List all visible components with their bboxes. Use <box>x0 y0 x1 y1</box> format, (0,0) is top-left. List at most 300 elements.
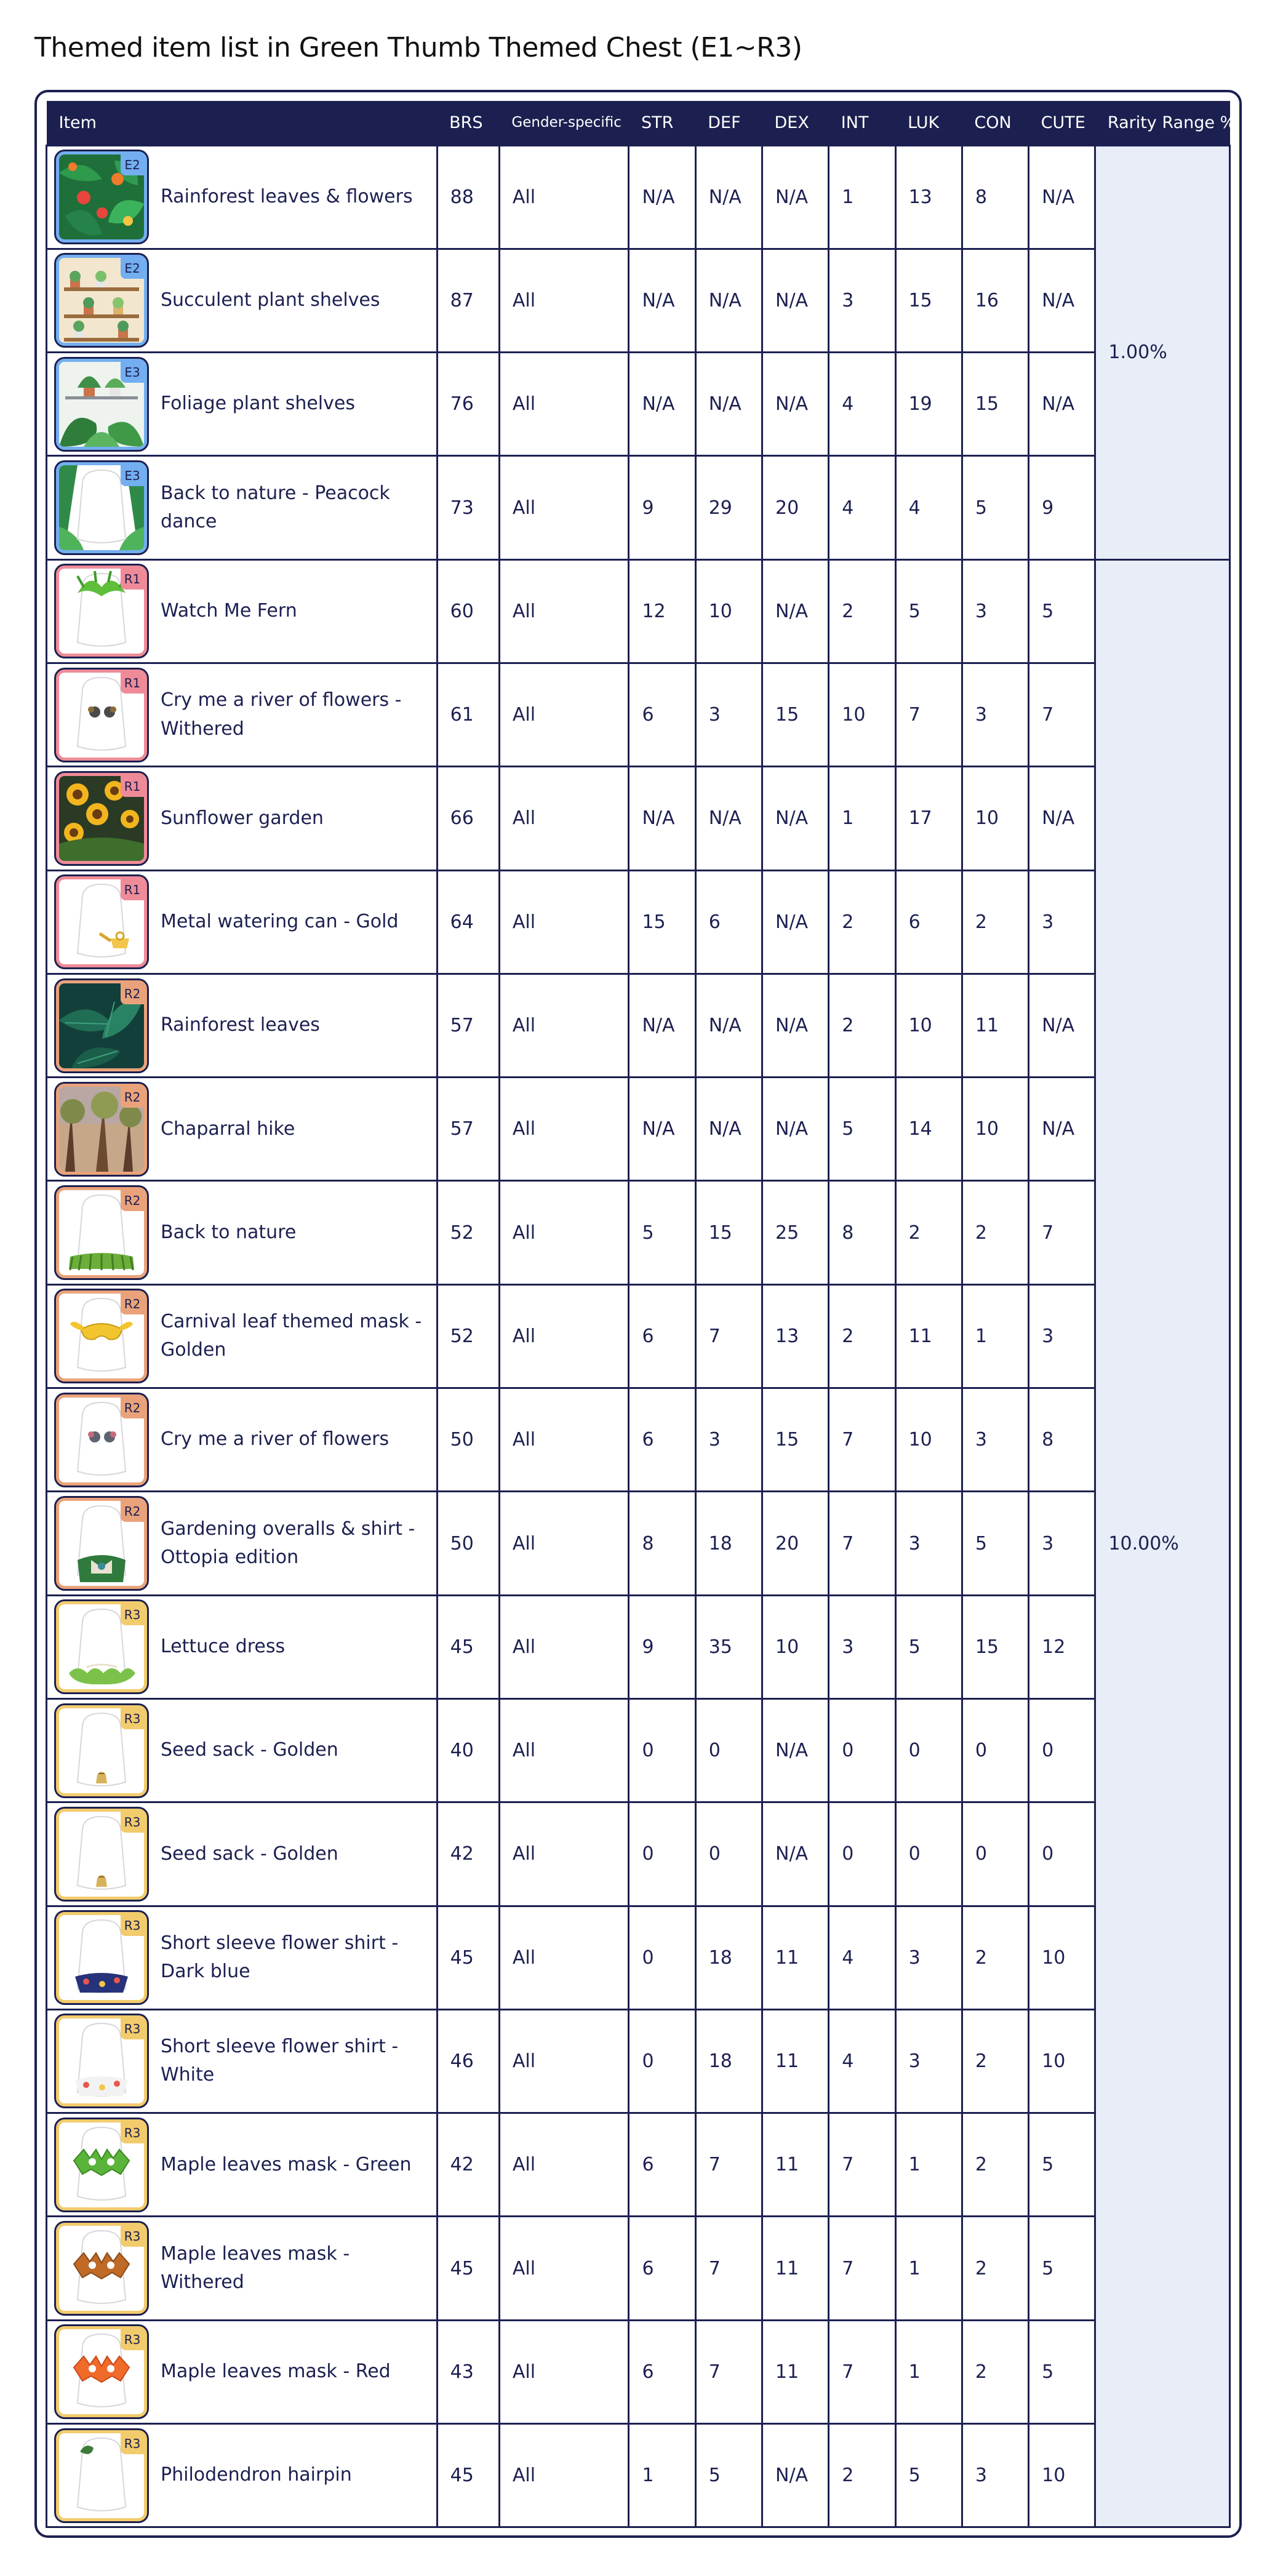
item-thumbnail <box>56 566 147 657</box>
item-name: Carnival leaf themed mask - Golden <box>161 1310 422 1361</box>
cell-dex: N/A <box>762 249 829 352</box>
item-thumbnail <box>56 2015 147 2106</box>
cell-con: 11 <box>962 974 1028 1077</box>
cell-dex: N/A <box>762 870 829 974</box>
cell-def: 3 <box>695 663 762 766</box>
tier-badge: R3 <box>121 1812 144 1833</box>
cell-str: 12 <box>629 559 695 663</box>
cell-def: 7 <box>695 2217 762 2320</box>
cell-str: 5 <box>629 1181 695 1284</box>
cell-luk: 5 <box>895 2424 962 2527</box>
item-name: Short sleeve flower shirt - White <box>161 2035 399 2086</box>
cell-def: 10 <box>695 559 762 663</box>
cell-str: 9 <box>629 456 695 559</box>
cell-str: 6 <box>629 2320 695 2423</box>
cell-brs: 52 <box>437 1284 499 1388</box>
table-row <box>47 1698 1230 1802</box>
cell-brs: 57 <box>437 974 499 1077</box>
cell-def: 18 <box>695 2009 762 2113</box>
table-row <box>47 767 1230 870</box>
cell-dex: 11 <box>762 2320 829 2423</box>
item-thumbnail <box>56 255 147 346</box>
tier-badge: R3 <box>121 2226 144 2247</box>
cell-con: 1 <box>962 1284 1028 1388</box>
tier-badge: R1 <box>121 879 144 900</box>
cell-brs: 42 <box>437 1802 499 1906</box>
cell-con: 15 <box>962 1595 1028 1698</box>
cell-con: 15 <box>962 353 1028 456</box>
tier-badge: R2 <box>121 1398 144 1418</box>
cell-luk: 4 <box>895 456 962 559</box>
item-thumbnail <box>56 876 147 967</box>
cell-brs: 52 <box>437 1181 499 1284</box>
cell-luk: 3 <box>895 2009 962 2113</box>
cell-luk: 7 <box>895 663 962 766</box>
cell-con: 0 <box>962 1802 1028 1906</box>
tier-badge: R2 <box>121 1294 144 1314</box>
item-thumbnail <box>56 2326 147 2417</box>
item-cell <box>47 663 438 766</box>
tier-badge: R3 <box>121 2433 144 2454</box>
item-thumbnail <box>56 2223 147 2314</box>
cell-dex: N/A <box>762 1078 829 1181</box>
cell-def: 0 <box>695 1802 762 1906</box>
rarity-range-cell: 1.00% <box>1095 145 1230 559</box>
tier-badge: E2 <box>121 154 144 175</box>
item-name: Maple leaves mask - Red <box>161 2361 391 2383</box>
cell-cute: 7 <box>1029 1181 1095 1284</box>
tier-badge: R2 <box>121 1190 144 1211</box>
cell-cute: 7 <box>1029 663 1095 766</box>
cell-brs: 73 <box>437 456 499 559</box>
cell-def: N/A <box>695 974 762 1077</box>
cell-luk: 6 <box>895 870 962 974</box>
cell-str: N/A <box>629 767 695 870</box>
cell-cute: 5 <box>1029 2320 1095 2423</box>
cell-cute: N/A <box>1029 353 1095 456</box>
cell-str: N/A <box>629 249 695 352</box>
item-name: Seed sack - Golden <box>161 1842 338 1865</box>
item-name: Short sleeve flower shirt - Dark blue <box>161 1932 399 1983</box>
cell-def: 7 <box>695 2113 762 2217</box>
tier-badge: R1 <box>121 569 144 590</box>
item-name: Gardening overalls & shirt - Ottopia edition <box>161 1518 415 1568</box>
cell-def: N/A <box>695 353 762 456</box>
item-name: Metal watering can - Gold <box>161 910 399 932</box>
item-thumbnail <box>56 2430 147 2521</box>
cell-str: N/A <box>629 974 695 1077</box>
cell-luk: 1 <box>895 2113 962 2217</box>
cell-str: 6 <box>629 1388 695 1492</box>
table-row <box>47 870 1230 974</box>
item-cell <box>47 1078 438 1181</box>
cell-luk: 3 <box>895 1906 962 2009</box>
cell-dex: 15 <box>762 663 829 766</box>
item-thumbnail <box>56 980 147 1071</box>
cell-str: 0 <box>629 1906 695 2009</box>
cell-brs: 50 <box>437 1492 499 1595</box>
cell-gender: All <box>499 1906 629 2009</box>
item-thumbnail <box>56 151 147 242</box>
cell-luk: 10 <box>895 1388 962 1492</box>
tier-badge: R3 <box>121 1708 144 1729</box>
item-cell <box>47 1906 438 2009</box>
cell-gender: All <box>499 1388 629 1492</box>
cell-gender: All <box>499 1078 629 1181</box>
cell-luk: 19 <box>895 353 962 456</box>
cell-cute: N/A <box>1029 767 1095 870</box>
cell-con: 10 <box>962 1078 1028 1181</box>
cell-int: 4 <box>829 2009 895 2113</box>
table-header-row <box>47 101 1230 145</box>
item-thumbnail <box>56 1912 147 2003</box>
cell-con: 5 <box>962 1492 1028 1595</box>
item-thumbnail <box>56 462 147 553</box>
item-thumbnail <box>56 1084 147 1175</box>
cell-dex: N/A <box>762 974 829 1077</box>
tier-badge: R3 <box>121 2329 144 2350</box>
cell-con: 2 <box>962 870 1028 974</box>
cell-str: 1 <box>629 2424 695 2527</box>
cell-cute: 8 <box>1029 1388 1095 1492</box>
cell-gender: All <box>499 974 629 1077</box>
item-thumbnail <box>56 1290 147 1382</box>
cell-con: 2 <box>962 2009 1028 2113</box>
item-cell <box>47 2009 438 2113</box>
cell-str: 0 <box>629 1698 695 1802</box>
cell-brs: 42 <box>437 2113 499 2217</box>
cell-str: N/A <box>629 1078 695 1181</box>
item-name: Rainforest leaves <box>161 1014 320 1036</box>
header-gender: Gender-specific <box>499 101 629 145</box>
cell-gender: All <box>499 1595 629 1698</box>
cell-brs: 45 <box>437 2424 499 2527</box>
item-cell <box>47 1284 438 1388</box>
cell-def: N/A <box>695 145 762 249</box>
cell-dex: N/A <box>762 1698 829 1802</box>
cell-brs: 45 <box>437 2217 499 2320</box>
cell-con: 2 <box>962 2320 1028 2423</box>
tier-badge: E2 <box>121 258 144 279</box>
cell-brs: 76 <box>437 353 499 456</box>
item-name: Rainforest leaves & flowers <box>161 185 413 207</box>
cell-luk: 5 <box>895 1595 962 1698</box>
cell-gender: All <box>499 145 629 249</box>
item-name: Succulent plant shelves <box>161 289 380 311</box>
cell-gender: All <box>499 1181 629 1284</box>
cell-brs: 50 <box>437 1388 499 1492</box>
table-row <box>47 456 1230 559</box>
cell-con: 8 <box>962 145 1028 249</box>
cell-def: 3 <box>695 1388 762 1492</box>
cell-luk: 10 <box>895 974 962 1077</box>
cell-luk: 0 <box>895 1802 962 1906</box>
cell-def: N/A <box>695 767 762 870</box>
cell-gender: All <box>499 2424 629 2527</box>
cell-int: 0 <box>829 1802 895 1906</box>
cell-luk: 0 <box>895 1698 962 1802</box>
cell-cute: N/A <box>1029 1078 1095 1181</box>
table-row <box>47 2009 1230 2113</box>
cell-gender: All <box>499 559 629 663</box>
cell-con: 5 <box>962 456 1028 559</box>
tier-badge: R3 <box>121 2122 144 2143</box>
table-row <box>47 2424 1230 2527</box>
cell-def: 15 <box>695 1181 762 1284</box>
cell-dex: N/A <box>762 145 829 249</box>
cell-str: 0 <box>629 2009 695 2113</box>
item-thumbnail <box>56 773 147 864</box>
cell-gender: All <box>499 1284 629 1388</box>
cell-brs: 61 <box>437 663 499 766</box>
cell-int: 1 <box>829 767 895 870</box>
cell-luk: 2 <box>895 1181 962 1284</box>
cell-cute: 3 <box>1029 870 1095 974</box>
table-row <box>47 2320 1230 2423</box>
cell-luk: 17 <box>895 767 962 870</box>
cell-int: 2 <box>829 1284 895 1388</box>
cell-con: 3 <box>962 559 1028 663</box>
cell-con: 2 <box>962 2113 1028 2217</box>
cell-luk: 15 <box>895 249 962 352</box>
item-thumbnail <box>56 2119 147 2210</box>
cell-int: 7 <box>829 2113 895 2217</box>
cell-cute: 9 <box>1029 456 1095 559</box>
cell-brs: 40 <box>437 1698 499 1802</box>
tier-badge: E3 <box>121 362 144 383</box>
cell-brs: 64 <box>437 870 499 974</box>
tier-badge: R1 <box>121 776 144 797</box>
table-row <box>47 1595 1230 1698</box>
table-row <box>47 145 1230 249</box>
cell-str: N/A <box>629 145 695 249</box>
cell-gender: All <box>499 2320 629 2423</box>
cell-str: 9 <box>629 1595 695 1698</box>
item-name: Cry me a river of flowers <box>161 1428 390 1450</box>
cell-int: 8 <box>829 1181 895 1284</box>
cell-brs: 46 <box>437 2009 499 2113</box>
cell-con: 16 <box>962 249 1028 352</box>
cell-dex: 11 <box>762 2009 829 2113</box>
item-name: Back to nature - Peacock dance <box>161 482 390 533</box>
item-cell <box>47 2217 438 2320</box>
cell-gender: All <box>499 1698 629 1802</box>
table-row <box>47 1388 1230 1492</box>
cell-con: 2 <box>962 1906 1028 2009</box>
cell-dex: 15 <box>762 1388 829 1492</box>
cell-brs: 60 <box>437 559 499 663</box>
cell-brs: 66 <box>437 767 499 870</box>
item-table <box>46 101 1236 2528</box>
cell-dex: 10 <box>762 1595 829 1698</box>
header-luk: LUK <box>895 101 962 145</box>
header-str: STR <box>629 101 695 145</box>
cell-int: 2 <box>829 974 895 1077</box>
cell-cute: 5 <box>1029 559 1095 663</box>
table-row <box>47 353 1230 456</box>
table-row <box>47 1906 1230 2009</box>
header-def: DEF <box>695 101 762 145</box>
cell-str: 6 <box>629 2217 695 2320</box>
item-cell <box>47 1388 438 1492</box>
cell-dex: 20 <box>762 1492 829 1595</box>
cell-cute: 12 <box>1029 1595 1095 1698</box>
item-name: Foliage plant shelves <box>161 393 355 415</box>
cell-gender: All <box>499 249 629 352</box>
cell-int: 0 <box>829 1698 895 1802</box>
cell-gender: All <box>499 870 629 974</box>
cell-gender: All <box>499 2009 629 2113</box>
cell-brs: 43 <box>437 2320 499 2423</box>
cell-luk: 1 <box>895 2320 962 2423</box>
item-cell <box>47 767 438 870</box>
header-item: Item <box>47 101 438 145</box>
cell-int: 7 <box>829 2217 895 2320</box>
item-cell <box>47 2320 438 2423</box>
cell-cute: 3 <box>1029 1284 1095 1388</box>
cell-int: 4 <box>829 1906 895 2009</box>
cell-dex: N/A <box>762 2424 829 2527</box>
cell-str: 6 <box>629 2113 695 2217</box>
cell-dex: N/A <box>762 559 829 663</box>
rarity-range-cell: 10.00% <box>1095 559 1230 2527</box>
cell-cute: 5 <box>1029 2113 1095 2217</box>
item-cell <box>47 1595 438 1698</box>
cell-cute: N/A <box>1029 249 1095 352</box>
cell-dex: 11 <box>762 2113 829 2217</box>
cell-con: 10 <box>962 767 1028 870</box>
item-name: Philodendron hairpin <box>161 2464 352 2486</box>
cell-con: 3 <box>962 1388 1028 1492</box>
cell-brs: 87 <box>437 249 499 352</box>
cell-str: 6 <box>629 1284 695 1388</box>
cell-def: 7 <box>695 2320 762 2423</box>
header-dex: DEX <box>762 101 829 145</box>
cell-def: 5 <box>695 2424 762 2527</box>
header-cute: CUTE <box>1029 101 1095 145</box>
cell-gender: All <box>499 767 629 870</box>
header-brs: BRS <box>437 101 499 145</box>
cell-dex: N/A <box>762 767 829 870</box>
item-cell <box>47 1698 438 1802</box>
tier-badge: R2 <box>121 1501 144 1522</box>
cell-brs: 45 <box>437 1906 499 2009</box>
cell-int: 3 <box>829 1595 895 1698</box>
item-cell <box>47 2113 438 2217</box>
cell-str: 15 <box>629 870 695 974</box>
cell-int: 4 <box>829 456 895 559</box>
cell-cute: 0 <box>1029 1802 1095 1906</box>
cell-con: 2 <box>962 1181 1028 1284</box>
cell-dex: 11 <box>762 2217 829 2320</box>
tier-badge: R2 <box>121 983 144 1004</box>
item-name: Lettuce dress <box>161 1636 286 1658</box>
item-cell <box>47 145 438 249</box>
cell-luk: 1 <box>895 2217 962 2320</box>
cell-con: 3 <box>962 663 1028 766</box>
item-thumbnail <box>56 1187 147 1278</box>
table-row <box>47 1284 1230 1388</box>
item-thumbnail <box>56 359 147 450</box>
cell-cute: 10 <box>1029 1906 1095 2009</box>
cell-def: 29 <box>695 456 762 559</box>
cell-dex: 25 <box>762 1181 829 1284</box>
table-row <box>47 663 1230 766</box>
item-name: Chaparral hike <box>161 1118 295 1140</box>
table-row <box>47 974 1230 1077</box>
cell-luk: 11 <box>895 1284 962 1388</box>
header-con: CON <box>962 101 1028 145</box>
item-name: Cry me a river of flowers - Withered <box>161 689 402 740</box>
item-thumbnail <box>56 1394 147 1486</box>
header-rarity: Rarity Range % <box>1095 101 1230 145</box>
header-int: INT <box>829 101 895 145</box>
cell-int: 2 <box>829 559 895 663</box>
cell-gender: All <box>499 2113 629 2217</box>
table-row <box>47 1078 1230 1181</box>
item-cell <box>47 456 438 559</box>
item-thumbnail <box>56 1705 147 1796</box>
cell-gender: All <box>499 2217 629 2320</box>
item-name: Seed sack - Golden <box>161 1739 338 1761</box>
item-thumbnail <box>56 1809 147 1900</box>
cell-cute: 0 <box>1029 1698 1095 1802</box>
item-cell <box>47 1181 438 1284</box>
table-row <box>47 2113 1230 2217</box>
cell-gender: All <box>499 1802 629 1906</box>
item-cell <box>47 1802 438 1906</box>
cell-str: 0 <box>629 1802 695 1906</box>
cell-cute: 10 <box>1029 2009 1095 2113</box>
page-title: Themed item list in Green Thumb Themed Chest (E1~R3) <box>34 32 802 63</box>
cell-dex: N/A <box>762 353 829 456</box>
item-cell <box>47 1492 438 1595</box>
item-thumbnail <box>56 670 147 761</box>
item-cell <box>47 249 438 352</box>
table-row <box>47 1802 1230 1906</box>
cell-str: N/A <box>629 353 695 456</box>
cell-def: 35 <box>695 1595 762 1698</box>
item-thumbnail <box>56 1498 147 1589</box>
cell-int: 2 <box>829 870 895 974</box>
cell-gender: All <box>499 1492 629 1595</box>
table-row <box>47 249 1230 352</box>
cell-cute: N/A <box>1029 145 1095 249</box>
item-name: Watch Me Fern <box>161 600 297 622</box>
cell-str: 8 <box>629 1492 695 1595</box>
cell-con: 0 <box>962 1698 1028 1802</box>
cell-cute: 3 <box>1029 1492 1095 1595</box>
cell-luk: 14 <box>895 1078 962 1181</box>
cell-gender: All <box>499 353 629 456</box>
item-cell <box>47 559 438 663</box>
cell-luk: 13 <box>895 145 962 249</box>
item-cell <box>47 974 438 1077</box>
cell-def: 6 <box>695 870 762 974</box>
cell-luk: 5 <box>895 559 962 663</box>
item-cell <box>47 353 438 456</box>
cell-gender: All <box>499 663 629 766</box>
item-name: Maple leaves mask - Green <box>161 2153 412 2175</box>
item-name: Maple leaves mask - Withered <box>161 2242 350 2294</box>
cell-dex: 20 <box>762 456 829 559</box>
item-name: Sunflower garden <box>161 807 324 829</box>
cell-brs: 45 <box>437 1595 499 1698</box>
cell-int: 4 <box>829 353 895 456</box>
cell-def: 18 <box>695 1492 762 1595</box>
cell-cute: N/A <box>1029 974 1095 1077</box>
cell-def: N/A <box>695 249 762 352</box>
